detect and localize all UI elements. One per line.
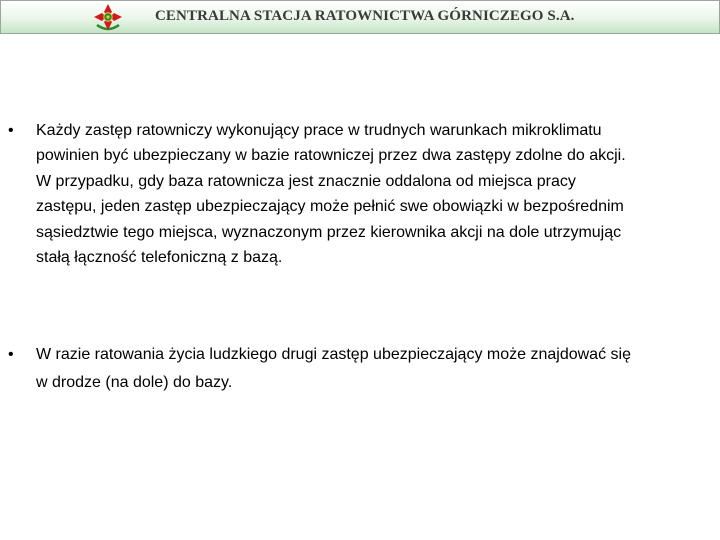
list-item <box>36 341 712 396</box>
text-line: W przypadku, gdy baza ratownicza jest znacznie oddalona od miejsca pracy <box>36 172 576 190</box>
text-line: sąsiedztwie tego miejsca, wyznaczonym przez kierownika akcji na dole utrzymując <box>36 223 622 241</box>
text-line: w drodze (na dole) do bazy. <box>36 373 233 391</box>
header-title: CENTRALNA STACJA RATOWNICTWA GÓRNICZEGO S.A. <box>155 8 575 24</box>
text-line: powinien być ubezpieczany w bazie ratowniczej przez dwa zastępy zdolne do akcji. <box>36 147 626 165</box>
bullet-marker: • <box>8 346 14 363</box>
text-line: zastępu, jeden zastęp ubezpieczający może pełnić swe obowiązki w bezpośrednim <box>36 198 624 216</box>
text-line: Każdy zastęp ratowniczy wykonujący prace w trudnych warunkach mikroklimatu <box>36 122 602 139</box>
bullet-marker: • <box>8 122 14 139</box>
text-line: W razie ratowania życia ludzkiego drugi zastęp ubezpieczający może znajdować się <box>36 346 631 363</box>
text-line: stałą łączność telefoniczną z bazą. <box>36 249 283 267</box>
list-item <box>36 118 712 270</box>
